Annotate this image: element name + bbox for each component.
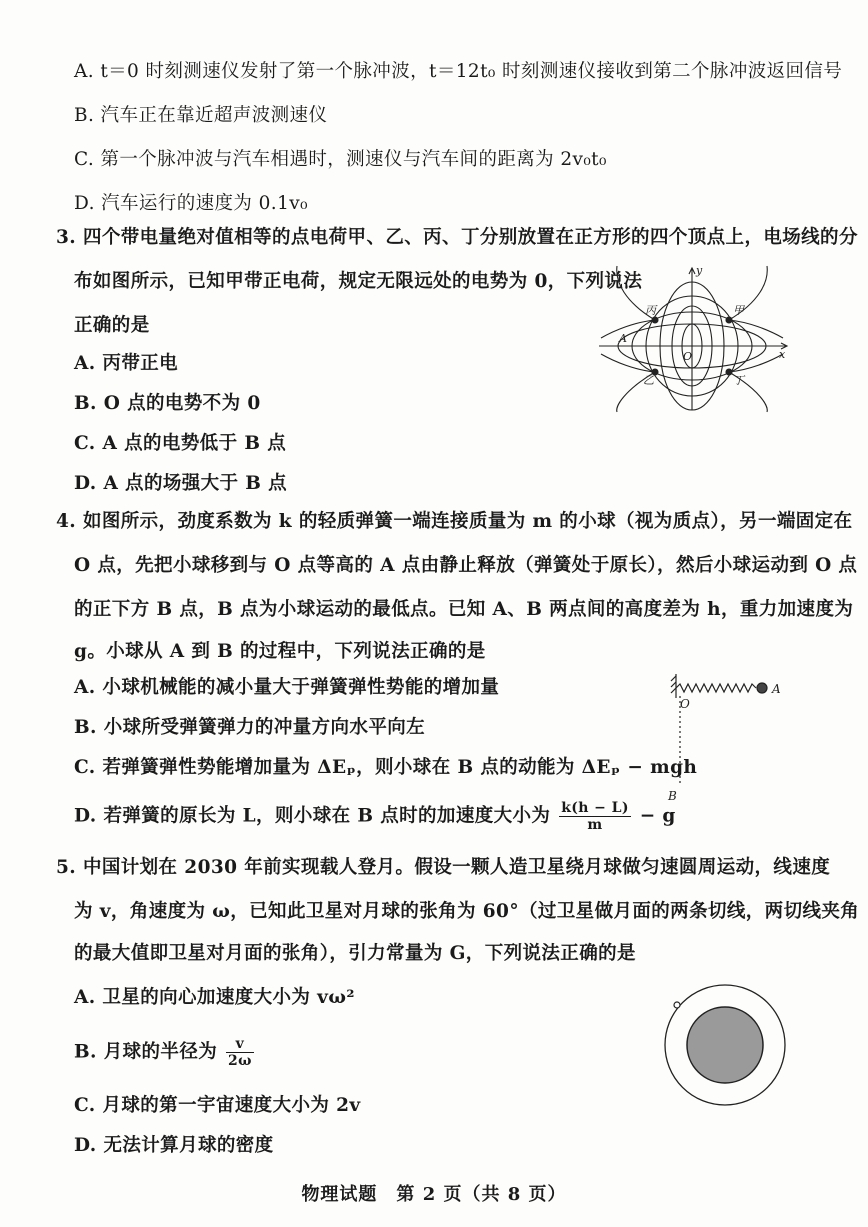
- q4-option-d-fraction: [559, 800, 631, 833]
- q3-stem-line-1: 3. 四个带电量绝对值相等的点电荷甲、乙、丙、丁分别放置在正方形的四个顶点上，电场线的分: [56, 227, 858, 248]
- label-o: O: [680, 697, 690, 711]
- q4-option-c: C. 若弹簧弹性势能增加量为 ΔEₚ，则小球在 B 点的动能为 ΔEₚ − mgh: [74, 757, 698, 778]
- moon-disk: [687, 1007, 763, 1083]
- q5-stem-line-3: 的最大值即卫星对月面的张角），引力常量为 G，下列说法正确的是: [74, 943, 636, 964]
- q3-option-a: A. 丙带正电: [74, 353, 179, 374]
- q4-option-d-prefix: D. 若弹簧的原长为 L，则小球在 B 点时的加速度大小为: [74, 805, 551, 827]
- q4-fraction-numerator: k(h − L): [561, 800, 629, 816]
- q3-stem-line-2: 布如图所示，已知甲带正电荷，规定无限远处的电势为 0，下列说法: [74, 271, 643, 292]
- q5-option-c: C. 月球的第一宇宙速度大小为 2v: [74, 1095, 361, 1116]
- label-b: B: [668, 789, 677, 803]
- q5-option-a: A. 卫星的向心加速度大小为 vω²: [74, 987, 355, 1008]
- label-yi: 乙: [643, 374, 654, 387]
- q4-fraction-denominator: m: [587, 817, 603, 833]
- q4-option-d: [74, 800, 676, 833]
- q4-stem-line-3: 的正下方 B 点，B 点为小球运动的最低点。已知 A、B 两点间的高度差为 h，重力加速度为: [74, 599, 854, 620]
- page-footer: 物理试题 第 2 页（共 8 页）: [301, 1184, 567, 1205]
- q5-option-d: D. 无法计算月球的密度: [74, 1135, 274, 1156]
- q4-stem-line-4: g。小球从 A 到 B 的过程中，下列说法正确的是: [74, 641, 486, 662]
- label-jia: 甲: [733, 304, 744, 317]
- label-origin-o: O: [683, 350, 693, 363]
- q4-stem-line-1: 4. 如图所示，劲度系数为 k 的轻质弹簧一端连接质量为 m 的小球（视为质点），另一端固定在: [56, 511, 853, 532]
- label-bing: 丙: [645, 304, 656, 317]
- q3-stem-line-3: 正确的是: [74, 315, 150, 336]
- q3-option-b: B. O 点的电势不为 0: [74, 393, 261, 414]
- q3-option-d: D. A 点的场强大于 B 点: [74, 473, 288, 494]
- q5-fraction-numerator: v: [226, 1036, 254, 1053]
- spring-figure: [662, 668, 792, 808]
- electric-field-figure: [595, 262, 795, 414]
- q5-option-b-fraction: [226, 1036, 254, 1069]
- spring-coil: [676, 684, 756, 692]
- q5-option-b-prefix: B. 月球的半径为: [74, 1041, 218, 1063]
- label-ding: 丁: [733, 374, 744, 387]
- ball-at-a: [757, 683, 767, 693]
- q2-option-d: D. 汽车运行的速度为 0.1v₀: [74, 193, 308, 214]
- label-point-a: A: [619, 332, 627, 345]
- moon-orbit-figure: [660, 980, 790, 1110]
- q5-option-b: [74, 1036, 256, 1069]
- q4-option-d-suffix: − g: [639, 805, 676, 827]
- q4-option-b: B. 小球所受弹簧弹力的冲量方向水平向左: [74, 717, 426, 738]
- y-axis-label: y: [696, 264, 703, 277]
- q5-fraction-denominator: 2ω: [227, 1053, 252, 1069]
- x-axis-label: x: [779, 348, 786, 361]
- q4-stem-line-2: O 点，先把小球移到与 O 点等高的 A 点由静止释放（弹簧处于原长），然后小球运动到 O 点: [74, 555, 858, 576]
- q2-option-a: A. t＝0 时刻测速仪发射了第一个脉冲波，t＝12t₀ 时刻测速仪接收到第二个脉冲波返回信号: [74, 61, 843, 82]
- q2-option-b: B. 汽车正在靠近超声波测速仪: [74, 105, 328, 126]
- satellite-dot: [674, 1002, 680, 1008]
- label-a: A: [772, 682, 781, 696]
- q5-stem-line-1: 5. 中国计划在 2030 年前实现载人登月。假设一颗人造卫星绕月球做匀速圆周运动，线速度: [56, 857, 831, 878]
- q5-stem-line-2: 为 v，角速度为 ω，已知此卫星对月球的张角为 60°（过卫星做月面的两条切线，两切线夹角: [74, 901, 860, 922]
- q4-option-a: A. 小球机械能的减小量大于弹簧弹性势能的增加量: [74, 677, 500, 698]
- q2-option-c: C. 第一个脉冲波与汽车相遇时，测速仪与汽车间的距离为 2v₀t₀: [74, 149, 607, 170]
- q3-option-c: C. A 点的电势低于 B 点: [74, 433, 287, 454]
